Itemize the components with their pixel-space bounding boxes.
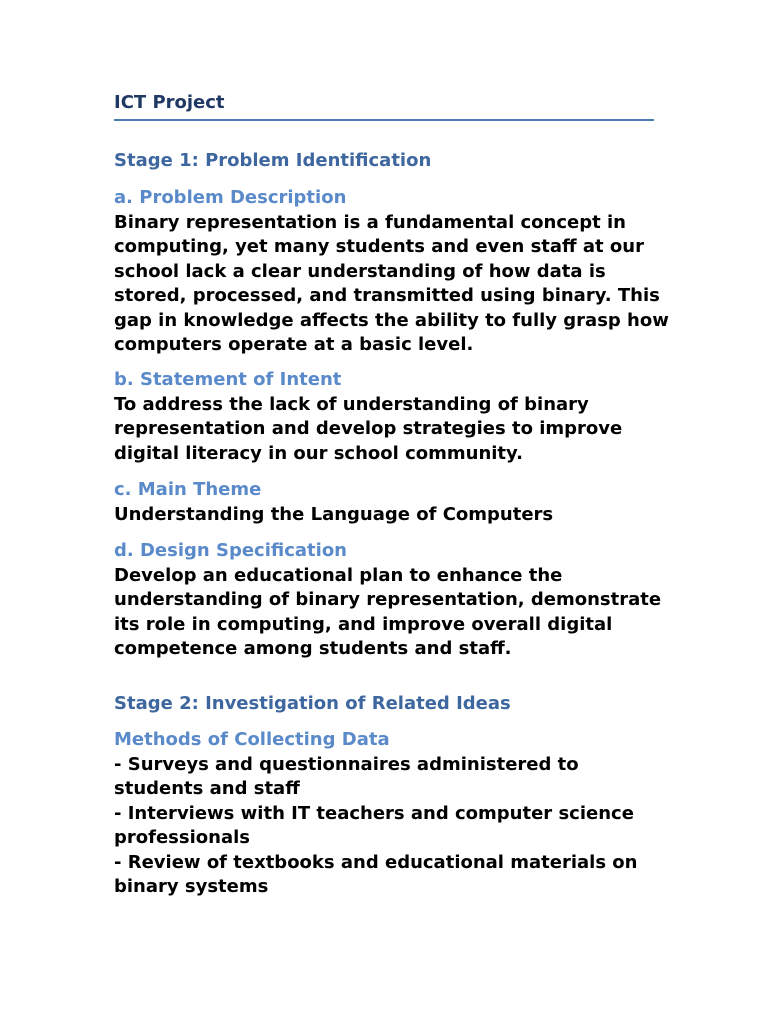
- document-title: ICT Project: [114, 92, 225, 113]
- text-line: To address the lack of understanding of binary: [114, 394, 589, 415]
- text-line: gap in knowledge affects the ability to fully grasp how: [114, 309, 669, 331]
- problem-description-heading: a. Problem Description: [114, 187, 347, 208]
- text-line: competence among students and staff.: [114, 638, 512, 660]
- text-line: students and staff: [114, 778, 300, 800]
- design-specification-heading: d. Design Specification: [114, 540, 347, 561]
- text-line: Understanding the Language of Computers: [114, 504, 554, 525]
- methods-heading: Methods of Collecting Data: [114, 729, 390, 750]
- design-specification-text: [114, 564, 661, 662]
- text-line: - Surveys and questionnaires administered to: [114, 754, 579, 775]
- main-theme-text: [114, 503, 553, 527]
- text-line: understanding of binary representation, demonstrate: [114, 589, 662, 611]
- statement-of-intent-text: [114, 393, 622, 466]
- text-line: Develop an educational plan to enhance the: [114, 565, 563, 586]
- text-line: its role in computing, and improve overall digital: [114, 613, 613, 635]
- methods-text: [114, 753, 638, 899]
- problem-description-text: [114, 211, 669, 357]
- text-line: digital literacy in our school community.: [114, 442, 523, 464]
- title-underline: [114, 119, 654, 121]
- text-line: representation and develop strategies to improve: [114, 418, 623, 440]
- text-line: - Review of textbooks and educational materials on: [114, 851, 638, 873]
- text-line: computing, yet many students and even staff at our: [114, 236, 644, 258]
- main-theme-heading: c. Main Theme: [114, 479, 262, 500]
- text-line: computers operate at a basic level.: [114, 334, 474, 356]
- text-line: stored, processed, and transmitted using binary. This: [114, 285, 660, 307]
- text-line: Binary representation is a fundamental concept in: [114, 212, 626, 233]
- stage2-heading: Stage 2: Investigation of Related Ideas: [114, 693, 511, 714]
- text-line: - Interviews with IT teachers and computer science: [114, 802, 634, 824]
- statement-of-intent-heading: b. Statement of Intent: [114, 369, 342, 390]
- text-line: professionals: [114, 827, 250, 849]
- stage1-heading: Stage 1: Problem Identification: [114, 150, 432, 171]
- text-line: binary systems: [114, 876, 269, 898]
- text-line: school lack a clear understanding of how data is: [114, 260, 606, 282]
